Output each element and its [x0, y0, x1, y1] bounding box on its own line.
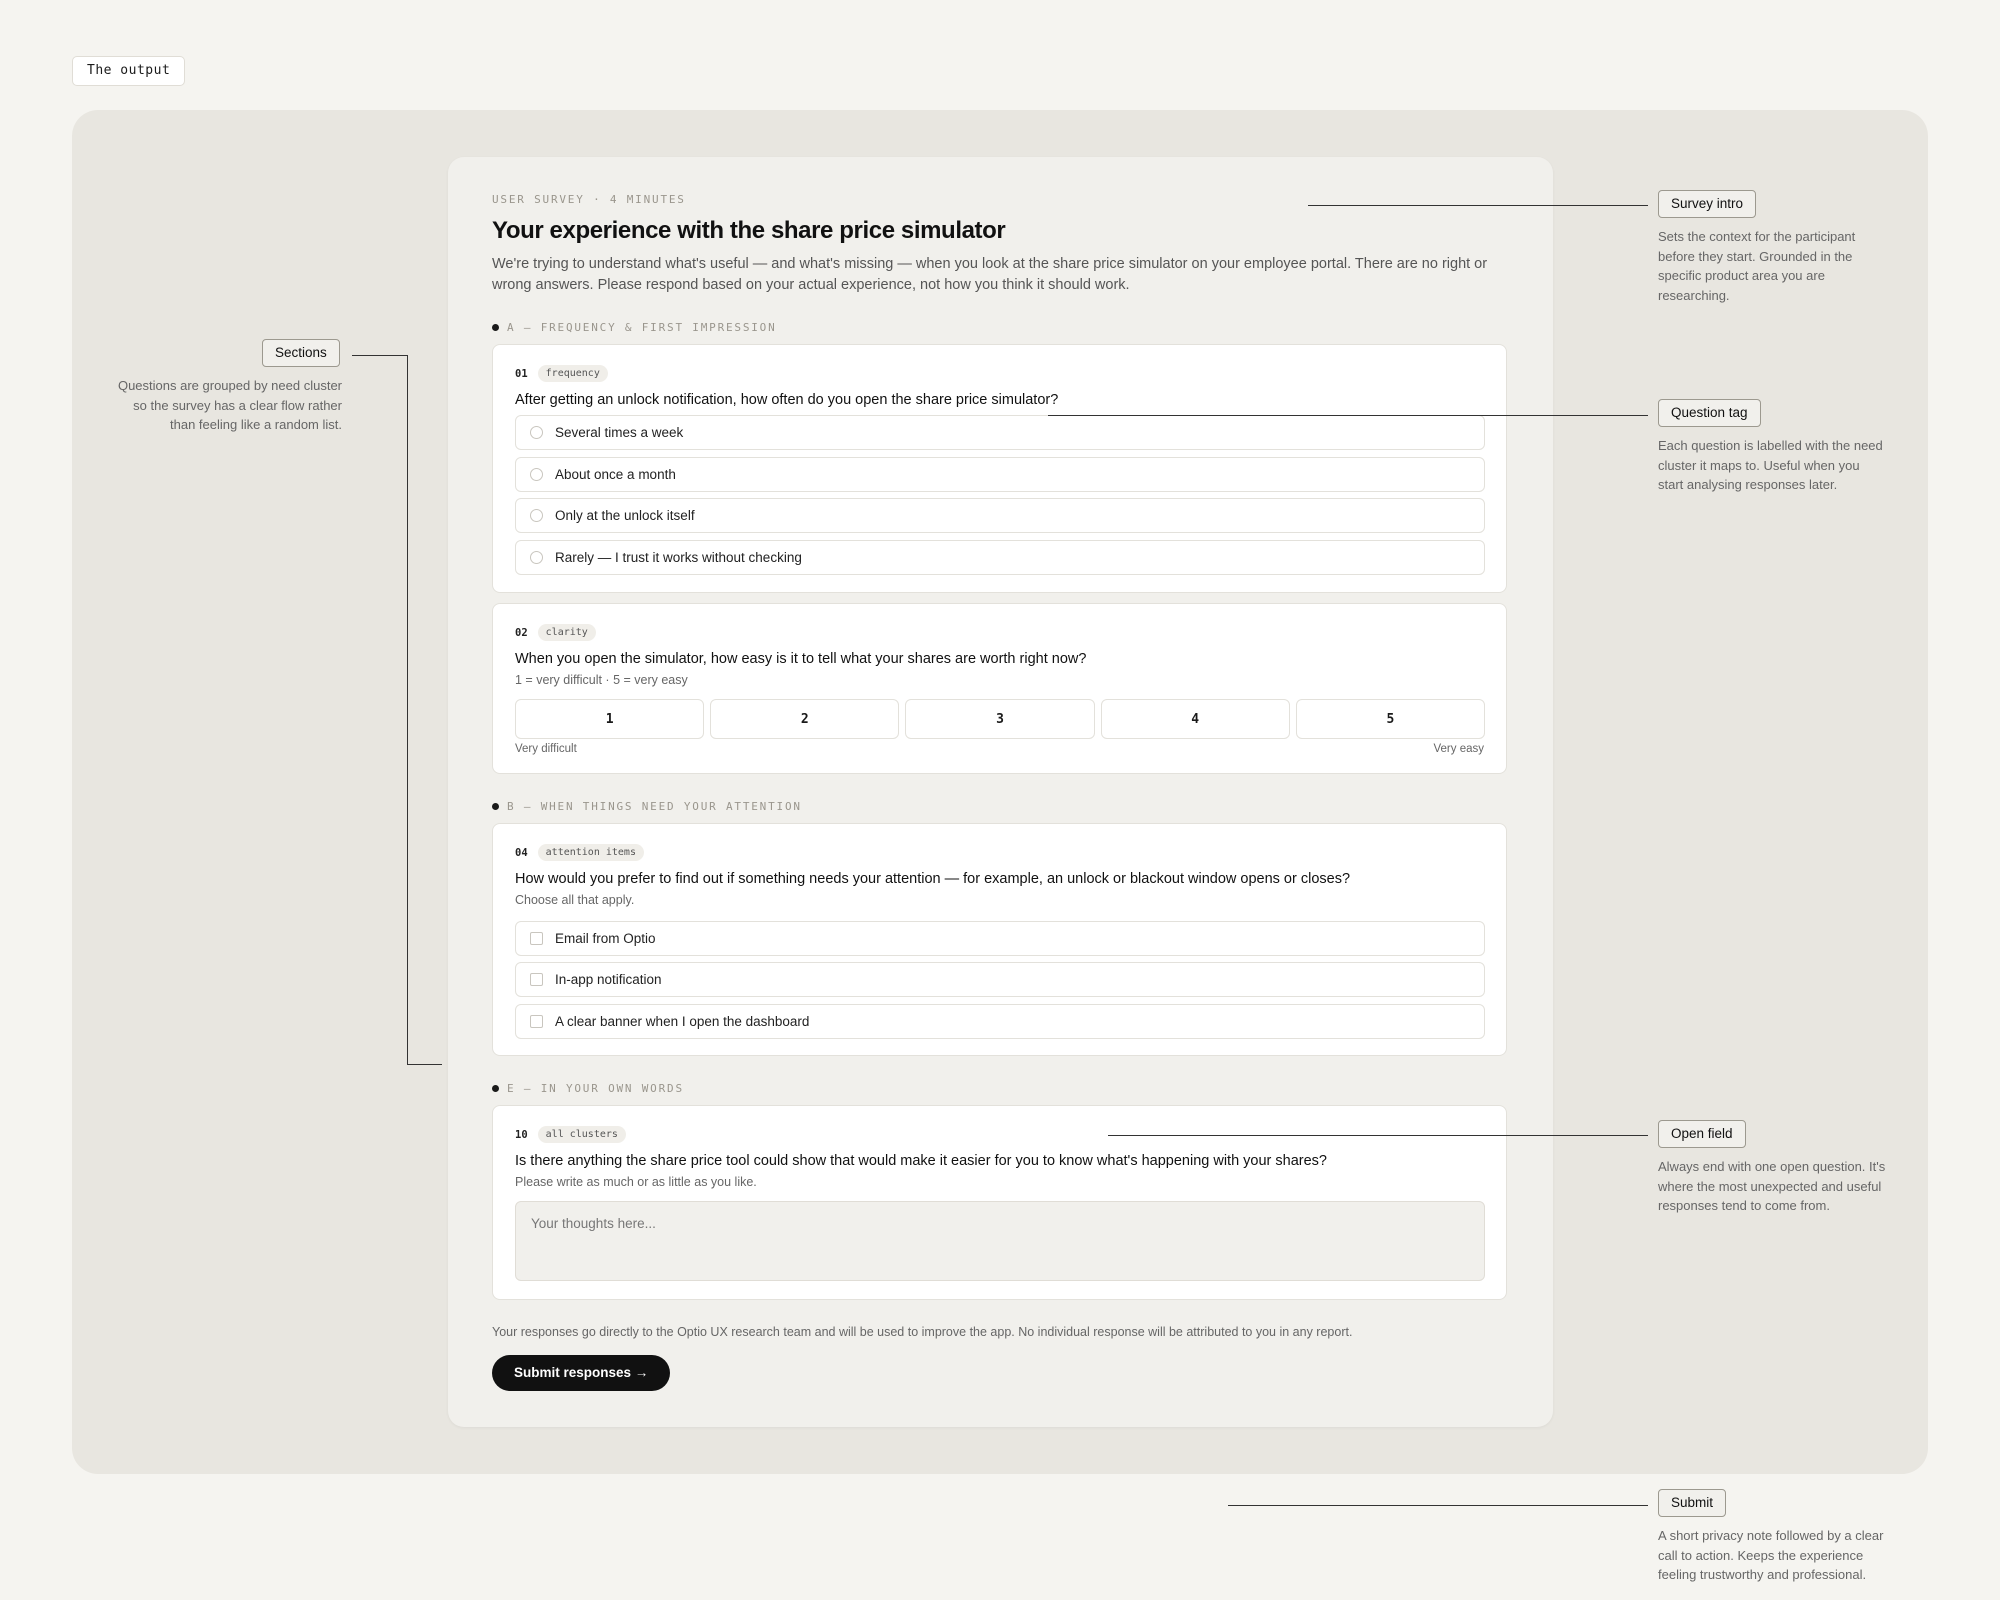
callout-open-field-text: Always end with one open question. It's where the most unexpected and useful responses tend to come from. [1658, 1159, 1886, 1213]
callout-submit-label: Submit [1658, 1489, 1726, 1517]
callout-submit-text: A short privacy note followed by a clear call to action. Keeps the experience feeling trustworthy and professional. [1658, 1528, 1884, 1582]
question-hint: Choose all that apply. [515, 893, 635, 907]
option-label: About once a month [555, 467, 676, 482]
question-tag: all clusters [538, 1126, 626, 1143]
radio-option[interactable] [515, 498, 1485, 533]
option-label: Only at the unlock itself [555, 508, 695, 523]
question-card-01 [492, 344, 1507, 593]
callout-question-tag-text: Each question is labelled with the need cluster it maps to. Useful when you start analysing responses later. [1658, 438, 1883, 492]
submit-button[interactable]: Submit responses → [492, 1355, 670, 1391]
question-text: When you open the simulator, how easy is it to tell what your shares are worth right now? [515, 651, 1087, 667]
connector-line [1108, 1135, 1648, 1136]
question-text: How would you prefer to find out if something needs your attention — for example, an unlock or blackout window opens or closes? [515, 871, 1351, 887]
question-card-04 [492, 823, 1507, 1056]
callout-open-field-label: Open field [1658, 1120, 1746, 1148]
question-hint: 1 = very difficult · 5 = very easy [515, 673, 688, 687]
question-tag: frequency [538, 365, 608, 382]
connector-line [1308, 205, 1648, 206]
scale-low-label: Very difficult [515, 743, 577, 755]
checkbox-option[interactable] [515, 1004, 1485, 1039]
option-label: A clear banner when I open the dashboard [555, 1014, 810, 1029]
section-label: A — FREQUENCY & FIRST IMPRESSION [507, 321, 777, 334]
section-heading-e [492, 1082, 684, 1095]
section-heading-a [492, 321, 777, 334]
question-tag: clarity [538, 624, 596, 641]
rating-option-5[interactable]: 5 [1296, 699, 1485, 739]
survey-card [448, 157, 1553, 1427]
callout-intro-label: Survey intro [1658, 190, 1756, 218]
radio-button[interactable] [530, 426, 543, 439]
radio-option[interactable] [515, 457, 1485, 492]
section-label: E — IN YOUR OWN WORDS [507, 1082, 684, 1095]
open-answer-textarea[interactable]: Your thoughts here... [515, 1201, 1485, 1281]
question-text: After getting an unlock notification, how often do you open the share price simulator? [515, 392, 1059, 408]
question-text: Is there anything the share price tool could show that would make it easier for you to know what's happening with your shares? [515, 1153, 1327, 1169]
scale-high-label: Very easy [1433, 743, 1484, 755]
question-tag: attention items [538, 844, 644, 861]
question-number: 10 [515, 1128, 528, 1141]
question-card-02 [492, 603, 1507, 774]
callout-sections-label: Sections [262, 339, 340, 367]
rating-option-3[interactable]: 3 [905, 699, 1094, 739]
question-number: 01 [515, 367, 528, 380]
rating-scale [515, 699, 1485, 739]
rating-option-2[interactable]: 2 [710, 699, 899, 739]
survey-intro: We're trying to understand what's useful — and what's missing — when you look at the share price simulator on your employee portal. There are no right or wrong answers. Please respond based on your actual experience, not how you think it should work. [492, 256, 1488, 293]
rating-option-4[interactable]: 4 [1101, 699, 1290, 739]
question-hint: Please write as much or as little as you like. [515, 1175, 757, 1189]
connector-line [407, 355, 408, 1065]
callout-question-tag-label: Question tag [1658, 399, 1761, 427]
checkbox[interactable] [530, 973, 543, 986]
privacy-note: Your responses go directly to the Optio UX research team and will be used to improve the app. No individual response will be attributed to you in any report. [492, 1325, 1353, 1339]
section-heading-b [492, 800, 802, 813]
survey-title: Your experience with the share price simulator [492, 217, 1006, 244]
question-number: 02 [515, 626, 528, 639]
radio-button[interactable] [530, 468, 543, 481]
question-number: 04 [515, 846, 528, 859]
radio-option[interactable] [515, 415, 1485, 450]
connector-line [352, 355, 408, 356]
option-label: In-app notification [555, 972, 662, 987]
option-label: Rarely — I trust it works without checking [555, 550, 802, 565]
callout-intro-text: Sets the context for the participant before they start. Grounded in the specific product area you are researching. [1658, 229, 1856, 303]
connector-line [407, 1064, 442, 1065]
checkbox[interactable] [530, 1015, 543, 1028]
section-dot [492, 1085, 499, 1092]
checkbox[interactable] [530, 932, 543, 945]
output-tag: The output [72, 56, 185, 86]
option-label: Several times a week [555, 425, 684, 440]
connector-line [1048, 415, 1648, 416]
rating-option-1[interactable]: 1 [515, 699, 704, 739]
section-dot [492, 803, 499, 810]
checkbox-option[interactable] [515, 921, 1485, 956]
radio-option[interactable] [515, 540, 1485, 575]
radio-button[interactable] [530, 509, 543, 522]
connector-line [1228, 1505, 1648, 1506]
radio-button[interactable] [530, 551, 543, 564]
checkbox-option[interactable] [515, 962, 1485, 997]
survey-eyebrow: USER SURVEY · 4 MINUTES [492, 193, 686, 206]
section-dot [492, 324, 499, 331]
section-label: B — WHEN THINGS NEED YOUR ATTENTION [507, 800, 802, 813]
callout-sections-text: Questions are grouped by need cluster so the survey has a clear flow rather than feeling like a random list. [117, 378, 342, 432]
option-label: Email from Optio [555, 931, 656, 946]
